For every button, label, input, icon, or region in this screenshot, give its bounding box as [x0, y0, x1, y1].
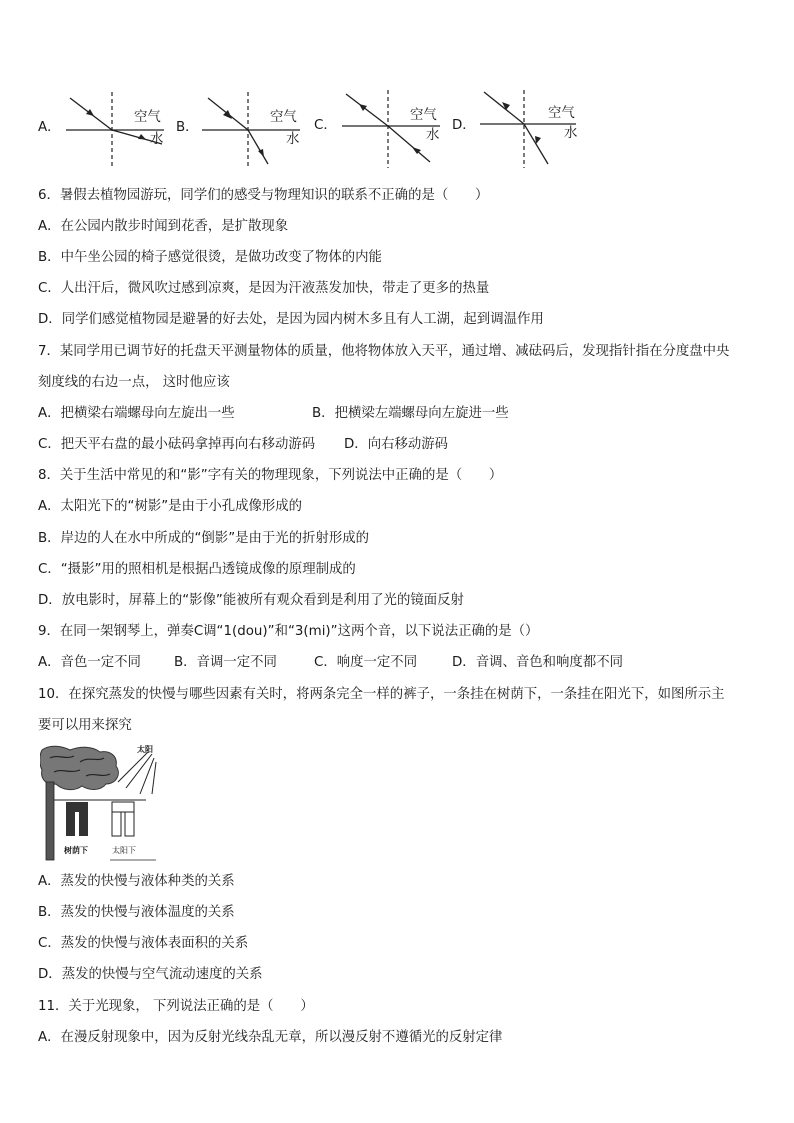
sunny-label: 太阳下	[112, 846, 136, 855]
air-label: 空气	[134, 110, 161, 125]
q9-stem: 9．在同一架钢琴上，弹奏C调“1(dou)”和“3(mi)”这两个音，以下说法正确的是（）	[38, 624, 539, 639]
q11-option-a[interactable]: A．在漫反射现象中，因为反射光线杂乱无章，所以漫反射不遵循光的反射定律	[38, 1030, 503, 1045]
q8-option-b[interactable]: B．岸边的人在水中所成的“倒影”是由于光的折射形成的	[38, 531, 370, 546]
q9-option-b[interactable]: B．音调一定不同	[174, 655, 277, 670]
q7-option-b[interactable]: B．把横梁左端螺母向左旋进一些	[312, 406, 509, 421]
refraction-diagram-b	[176, 88, 312, 168]
q8-option-d[interactable]: D．放电影时，屏幕上的“影像”能被所有观众看到是利用了光的镜面反射	[38, 593, 464, 608]
diagram-option-c[interactable]	[314, 88, 450, 168]
sun-label: 太阳	[137, 745, 153, 754]
air-label: 空气	[548, 106, 575, 121]
q10-option-a[interactable]: A．蒸发的快慢与液体种类的关系	[38, 874, 235, 889]
option-label: D．	[452, 118, 476, 133]
air-label: 空气	[270, 110, 297, 125]
refraction-diagram-a	[38, 88, 174, 168]
q6-option-d[interactable]: D．同学们感觉植物园是避暑的好去处，是因为园内树木多且有人工湖，起到调温作用	[38, 312, 544, 327]
q6-option-a[interactable]: A．在公园内散步时闻到花香，是扩散现象	[38, 219, 289, 234]
air-label: 空气	[410, 108, 437, 123]
q10-option-d[interactable]: D．蒸发的快慢与空气流动速度的关系	[38, 967, 263, 982]
shade-label: 树荫下	[64, 846, 88, 855]
q8-stem: 8．关于生活中常见的和“影”字有关的物理现象，下列说法中正确的是（ ）	[38, 468, 503, 483]
evaporation-illustration	[40, 744, 160, 862]
q7-stem-line2: 刻度线的右边一点， 这时他应该	[38, 375, 230, 390]
q9-option-c[interactable]: C．响度一定不同	[314, 655, 418, 670]
q10-stem-line1: 10．在探究蒸发的快慢与哪些因素有关时，将两条完全一样的裤子，一条挂在树荫下，一条挂在阳光下，如图所示主	[38, 687, 725, 702]
q9-option-d[interactable]: D．音调、音色和响度都不同	[452, 655, 623, 670]
diagram-option-b[interactable]	[176, 88, 312, 168]
tree-and-sun-drawing	[40, 744, 160, 862]
q7-option-a[interactable]: A．把横梁右端螺母向左旋出一些	[38, 406, 235, 421]
q8-option-a[interactable]: A．太阳光下的“树影”是由于小孔成像形成的	[38, 499, 303, 514]
q9-option-a[interactable]: A．音色一定不同	[38, 655, 141, 670]
option-label: B．	[176, 120, 199, 135]
q10-stem-line2: 要可以用来探究	[38, 718, 132, 733]
q6-option-b[interactable]: B．中午坐公园的椅子感觉很烫，是做功改变了物体的内能	[38, 250, 382, 265]
q10-option-b[interactable]: B．蒸发的快慢与液体温度的关系	[38, 905, 235, 920]
q10-option-c[interactable]: C．蒸发的快慢与液体表面积的关系	[38, 936, 249, 951]
q8-option-c[interactable]: C．“摄影”用的照相机是根据凸透镜成像的原理制成的	[38, 562, 356, 577]
q7-option-c[interactable]: C．把天平右盘的最小砝码拿掉再向右移动游码	[38, 437, 316, 452]
option-label: C．	[314, 118, 337, 133]
q7-stem-line1: 7．某同学用已调节好的托盘天平测量物体的质量，他将物体放入天平，通过增、减砝码后，发现指针指在分度盘中央	[38, 344, 730, 359]
q6-option-c[interactable]: C．人出汗后，微风吹过感到凉爽，是因为汗液蒸发加快，带走了更多的热量	[38, 281, 490, 296]
q6-stem: 6．暑假去植物园游玩，同学们的感受与物理知识的联系不正确的是（ ）	[38, 188, 489, 203]
water-label: 水	[286, 132, 300, 147]
diagram-option-a[interactable]	[38, 88, 174, 168]
diagram-option-d[interactable]	[452, 88, 588, 168]
water-label: 水	[426, 128, 440, 143]
q7-option-d[interactable]: D．向右移动游码	[344, 437, 449, 452]
option-label: A．	[38, 120, 61, 135]
q11-stem: 11．关于光现象， 下列说法正确的是（ ）	[38, 999, 314, 1014]
water-label: 水	[564, 126, 578, 141]
water-label: 水	[150, 132, 164, 147]
